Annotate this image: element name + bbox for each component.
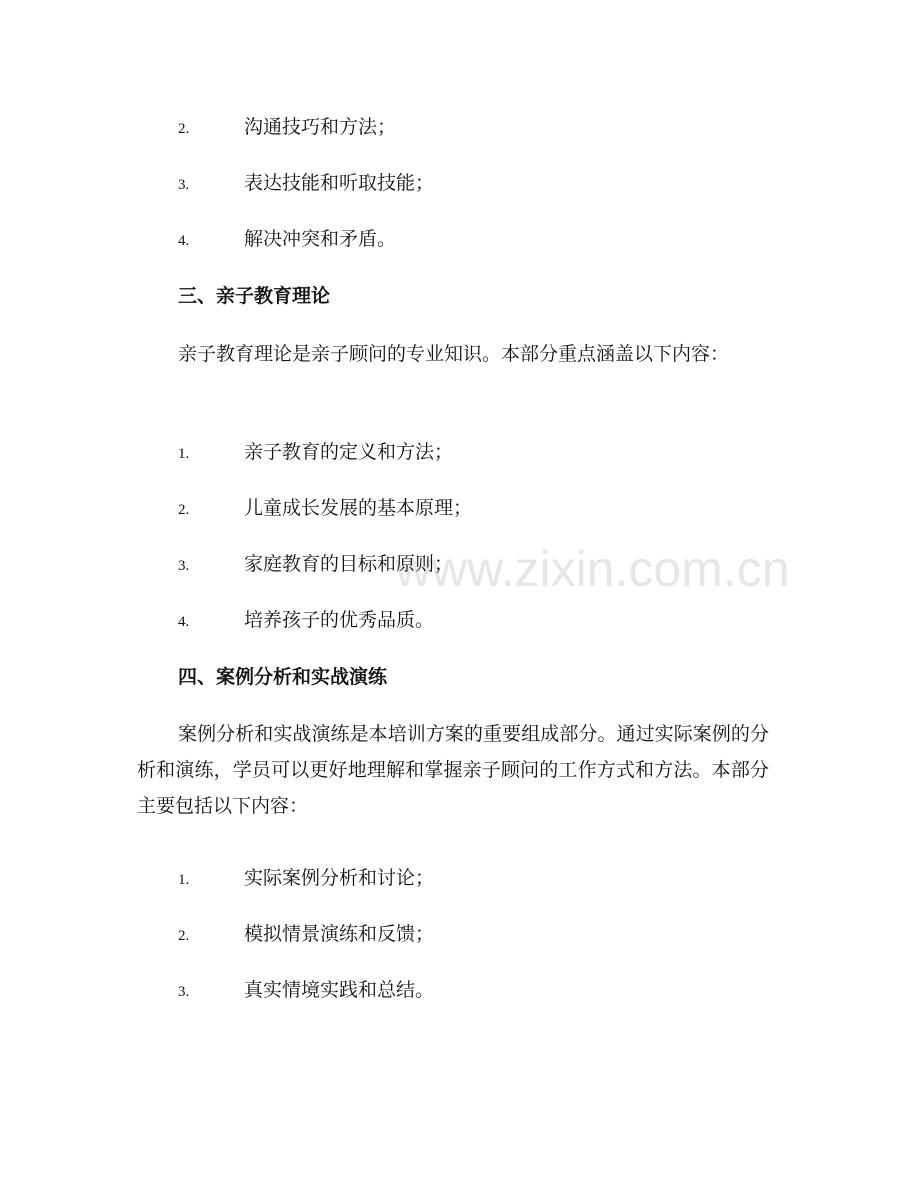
list-item: [178, 605, 434, 635]
list-item: [178, 112, 396, 142]
list-number: 3.: [178, 558, 190, 574]
list-text: 真实情境实践和总结。: [244, 979, 435, 1001]
list-text: 解决冲突和矛盾。: [244, 228, 397, 250]
list-item: [178, 437, 453, 467]
list-text: 培养孩子的优秀品质。: [244, 609, 435, 631]
list-item: [178, 549, 453, 579]
list-number: 4.: [178, 614, 190, 630]
list-item: [178, 975, 434, 1005]
list-number: 3.: [178, 177, 190, 193]
section-intro-paragraph: 案例分析和实战演练是本培训方案的重要组成部分。通过实际案例的分析和演练，学员可以更好地理解和掌握亲子顾问的工作方式和方法。本部分主要包括以下内容：: [137, 723, 769, 817]
section-heading: 四、案例分析和实战演练: [178, 666, 388, 688]
watermark: www.zixin.com.cn: [395, 541, 790, 597]
list-number: 4.: [178, 233, 190, 249]
list-item: [178, 863, 434, 893]
list-text: 表达技能和听取技能；: [244, 172, 435, 194]
list-item: [178, 224, 396, 254]
list-text: 儿童成长发展的基本原理；: [244, 497, 473, 519]
list-text: 实际案例分析和讨论；: [244, 867, 435, 889]
list-text: 模拟情景演练和反馈；: [244, 923, 435, 945]
list-item: [178, 168, 434, 198]
list-number: 2.: [178, 121, 190, 137]
section-heading: 三、亲子教育理论: [178, 285, 331, 307]
list-item: [178, 493, 472, 523]
list-text: 家庭教育的目标和原则；: [244, 553, 454, 575]
list-number: 1.: [178, 446, 190, 462]
list-text: 亲子教育的定义和方法；: [244, 441, 454, 463]
list-number: 3.: [178, 984, 190, 1000]
list-number: 2.: [178, 502, 190, 518]
list-item: [178, 919, 434, 949]
list-number: 2.: [178, 928, 190, 944]
section-intro-paragraph: 亲子教育理论是亲子顾问的专业知识。本部分重点涵盖以下内容：: [178, 343, 730, 365]
list-text: 沟通技巧和方法；: [244, 116, 397, 138]
list-number: 1.: [178, 872, 190, 888]
